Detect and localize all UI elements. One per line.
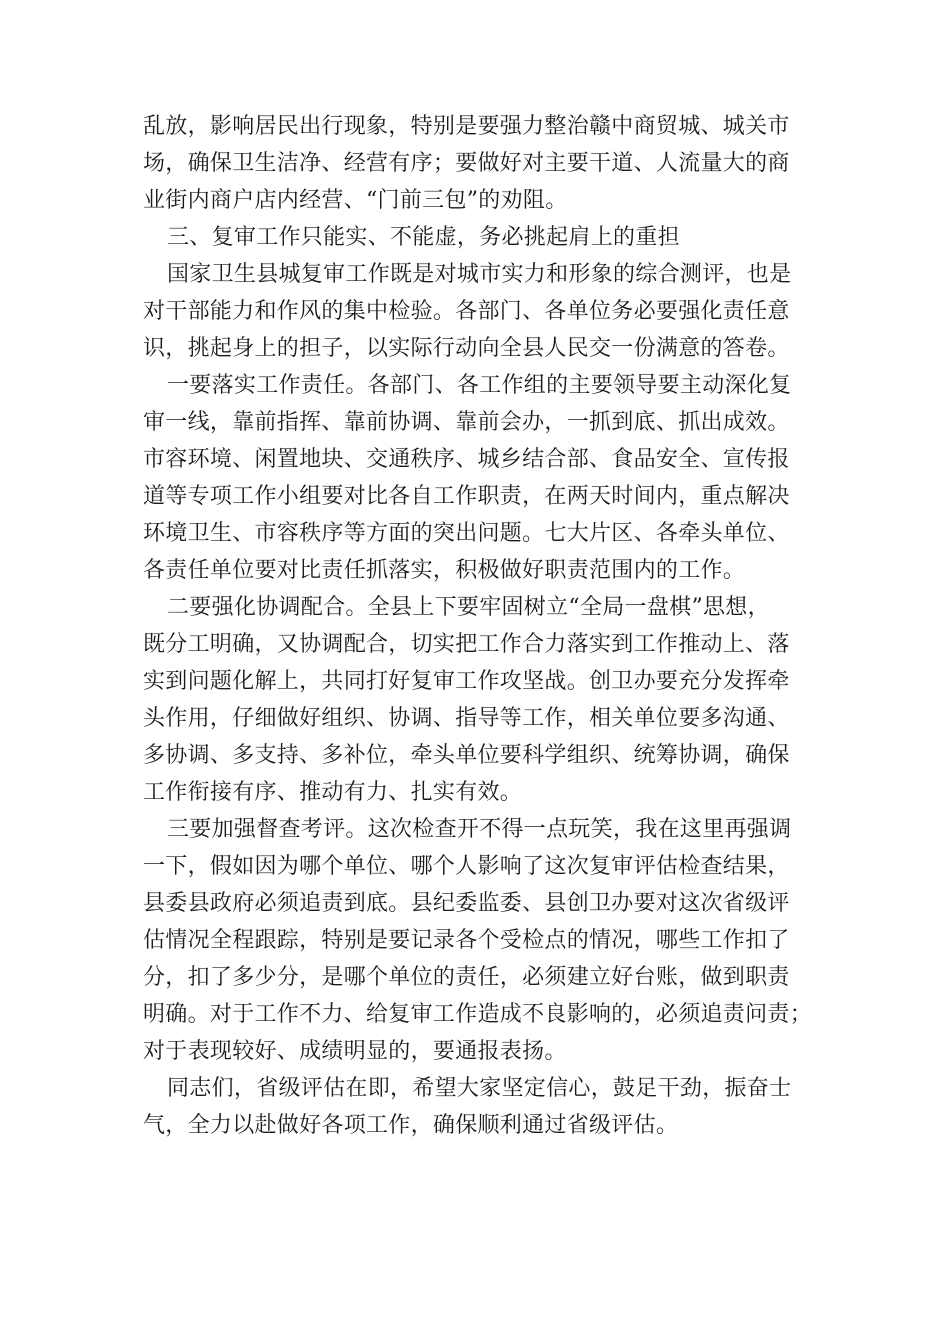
text-line: 对干部能力和作风的集中检验。各部门、各单位务必要强化责任意 [143, 299, 790, 324]
document-body [143, 108, 823, 1144]
text-line: 头作用，仔细做好组织、协调、指导等工作，相关单位要多沟通、 [143, 706, 790, 731]
text-line: 审一线，靠前指挥、靠前协调、靠前会办，一抓到底、抓出成效。 [143, 410, 790, 435]
text-line: 业街内商户店内经营、“门前三包”的劝阻。 [143, 188, 568, 213]
text-line: 一要落实工作责任。各部门、各工作组的主要领导要主动深化复 [167, 373, 792, 398]
text-line: 对于表现较好、成绩明显的，要通报表扬。 [143, 1039, 567, 1064]
text-line: 同志们，省级评估在即，希望大家坚定信心，鼓足干劲，振奋士 [167, 1076, 792, 1101]
text-line: 既分工明确，又协调配合，切实把工作合力落实到工作推动上、落 [143, 632, 790, 657]
text-line: 各责任单位要对比责任抓落实，积极做好职责范围内的工作。 [143, 558, 746, 583]
text-line: 二要强化协调配合。全县上下要牢固树立“全局一盘棋”思想， [167, 595, 770, 620]
text-line: 实到问题化解上，共同打好复审工作攻坚战。创卫办要充分发挥牵 [143, 669, 790, 694]
text-line: 乱放，影响居民出行现象，特别是要强力整治赣中商贸城、城关市 [143, 114, 790, 139]
text-line: 县委县政府必须追责到底。县纪委监委、县创卫办要对这次省级评 [143, 891, 790, 916]
section-heading: 三、复审工作只能实、不能虚，务必挑起肩上的重担 [167, 225, 680, 250]
text-line: 道等专项工作小组要对比各自工作职责，在两天时间内，重点解决 [143, 484, 790, 509]
text-line: 一下，假如因为哪个单位、哪个人影响了这次复审评估检查结果， [143, 854, 790, 879]
text-line: 市容环境、闲置地块、交通秩序、城乡结合部、食品安全、宣传报 [143, 447, 790, 472]
text-line: 环境卫生、市容秩序等方面的突出问题。七大片区、各牵头单位、 [143, 521, 790, 546]
text-line: 分，扣了多少分，是哪个单位的责任，必须建立好台账，做到职责 [143, 965, 790, 990]
text-line: 气，全力以赴做好各项工作，确保顺利通过省级评估。 [143, 1113, 679, 1138]
text-line: 识，挑起身上的担子，以实际行动向全县人民交一份满意的答卷。 [143, 336, 790, 361]
text-line: 多协调、多支持、多补位，牵头单位要科学组织、统筹协调，确保 [143, 743, 790, 768]
text-line: 明确。对于工作不力、给复审工作造成不良影响的，必须追责问责； [143, 1002, 813, 1027]
text-line: 国家卫生县城复审工作既是对城市实力和形象的综合测评，也是 [167, 262, 792, 287]
text-line: 工作衔接有序、推动有力、扎实有效。 [143, 780, 523, 805]
text-line: 三要加强督查考评。这次检查开不得一点玩笑，我在这里再强调 [167, 817, 792, 842]
text-line: 估情况全程跟踪，特别是要记录各个受检点的情况，哪些工作扣了 [143, 928, 790, 953]
text-line: 场，确保卫生洁净、经营有序；要做好对主要干道、人流量大的商 [143, 151, 790, 176]
